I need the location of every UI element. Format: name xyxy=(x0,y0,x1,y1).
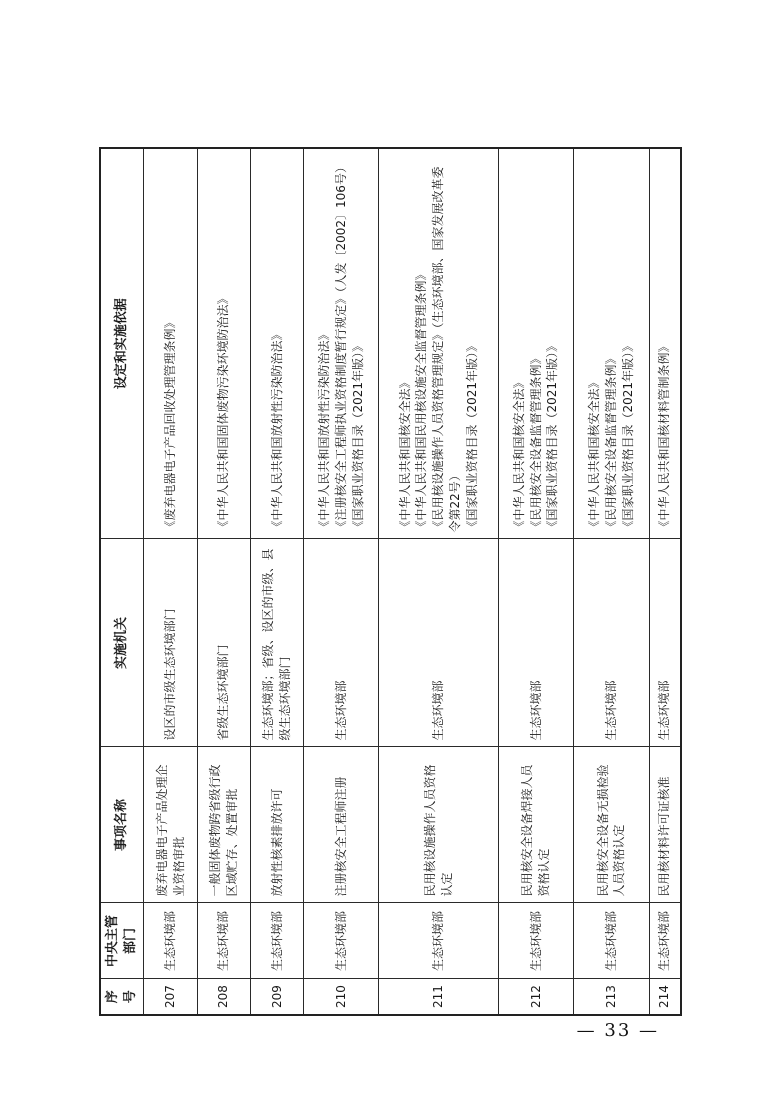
cell-legal-basis xyxy=(250,148,303,539)
cell-dept: 生态环境部 xyxy=(250,903,303,979)
legal-basis-line: 《中华人民共和国民用核设施安全监督管理条例》 xyxy=(414,268,429,533)
legal-basis-line: 《国家职业资格目录（2021年版）》 xyxy=(545,339,560,533)
legal-basis-line: 《民用核安全设备监督管理条例》 xyxy=(528,352,543,533)
cell-item-name: 民用核材料许可证核准 xyxy=(649,747,681,903)
cell-dept: 生态环境部 xyxy=(574,903,649,979)
cell-dept: 生态环境部 xyxy=(379,903,498,979)
cell-implementing-org: 生态环境部 xyxy=(574,539,649,747)
table-row xyxy=(304,148,379,1015)
legal-basis-line: 《中华人民共和国核安全法》 xyxy=(511,376,526,533)
cell-seq: 211 xyxy=(379,979,498,1015)
cell-dept: 生态环境部 xyxy=(304,903,379,979)
cell-implementing-org: 生态环境部 xyxy=(649,539,681,747)
legal-basis-line: 《中华人民共和国放射性污染防治法》 xyxy=(317,328,332,533)
legal-basis-line: 《中华人民共和国放射性污染防治法》 xyxy=(269,328,284,533)
cell-legal-basis xyxy=(197,148,250,539)
cell-seq: 213 xyxy=(574,979,649,1015)
cell-item-name: 一般固体废物跨省级行政区域贮存、处置审批 xyxy=(197,747,250,903)
cell-item-name: 放射性核素排放许可 xyxy=(250,747,303,903)
cell-dept: 生态环境部 xyxy=(498,903,573,979)
table-row xyxy=(649,148,681,1015)
table-row xyxy=(250,148,303,1015)
cell-implementing-org: 生态环境部；省级、设区的市级、县级生态环境部门 xyxy=(250,539,303,747)
legal-basis-line: 《国家职业资格目录（2021年版）》 xyxy=(620,339,635,533)
cell-legal-basis xyxy=(574,148,649,539)
cell-item-name: 民用核设施操作人员资格认定 xyxy=(379,747,498,903)
header-seq: 序号 xyxy=(100,979,144,1015)
header-dept: 中央主管部门 xyxy=(100,903,144,979)
table-row xyxy=(379,148,498,1015)
table-row xyxy=(197,148,250,1015)
cell-seq: 209 xyxy=(250,979,303,1015)
table-row xyxy=(574,148,649,1015)
cell-implementing-org: 生态环境部 xyxy=(498,539,573,747)
header-name: 事项名称 xyxy=(100,747,144,903)
legal-basis-line: 《中华人民共和国核材料管制条例》 xyxy=(657,340,672,533)
legal-basis-line: 《中华人民共和国核安全法》 xyxy=(397,376,412,533)
table-header-row xyxy=(100,148,144,1015)
cell-legal-basis xyxy=(649,148,681,539)
header-basis: 设定和实施依据 xyxy=(100,148,144,539)
header-org: 实施机关 xyxy=(100,539,144,747)
cell-item-name: 民用核安全设备焊接人员资格认定 xyxy=(498,747,573,903)
cell-item-name: 注册核安全工程师注册 xyxy=(304,747,379,903)
cell-implementing-org: 设区的市级生态环境部门 xyxy=(144,539,197,747)
legal-basis-line: 《中华人民共和国固体废物污染环境防治法》 xyxy=(216,292,231,533)
cell-seq: 208 xyxy=(197,979,250,1015)
cell-dept: 生态环境部 xyxy=(197,903,250,979)
cell-seq: 210 xyxy=(304,979,379,1015)
legal-basis-line: 《国家职业资格目录（2021年版）》 xyxy=(464,339,479,533)
table-row xyxy=(498,148,573,1015)
cell-implementing-org: 生态环境部 xyxy=(304,539,379,747)
table-container xyxy=(99,149,682,1016)
cell-implementing-org: 生态环境部 xyxy=(379,539,498,747)
cell-legal-basis xyxy=(498,148,573,539)
legal-basis-line: 《废弃电器电子产品回收处理管理条例》 xyxy=(163,316,178,533)
legal-basis-line: 《中华人民共和国核安全法》 xyxy=(587,376,602,533)
administrative-license-table xyxy=(99,147,682,1016)
legal-basis-line: 《民用核安全设备监督管理条例》 xyxy=(603,352,618,533)
cell-seq: 214 xyxy=(649,979,681,1015)
cell-item-name: 废弃电器电子产品处理企业资格审批 xyxy=(144,747,197,903)
cell-implementing-org: 省级生态环境部门 xyxy=(197,539,250,747)
cell-dept: 生态环境部 xyxy=(144,903,197,979)
cell-legal-basis xyxy=(379,148,498,539)
cell-seq: 207 xyxy=(144,979,197,1015)
cell-seq: 212 xyxy=(498,979,573,1015)
table-row xyxy=(144,148,197,1015)
legal-basis-line: 《注册核安全工程师执业资格制度暂行规定》（人发〔2002〕106号） xyxy=(333,161,348,533)
legal-basis-line: 《国家职业资格目录（2021年版）》 xyxy=(350,339,365,533)
cell-item-name: 民用核安全设备无损检验人员资格认定 xyxy=(574,747,649,903)
cell-legal-basis xyxy=(144,148,197,539)
cell-legal-basis xyxy=(304,148,379,539)
rotated-table-frame xyxy=(99,149,682,1016)
cell-dept: 生态环境部 xyxy=(649,903,681,979)
table-body xyxy=(144,148,681,1015)
page-number: — 33 — xyxy=(576,1020,659,1041)
legal-basis-line: 《民用核设施操作人员资格管理规定》（生态环境部、国家发展改革委令第22号） xyxy=(431,166,463,533)
